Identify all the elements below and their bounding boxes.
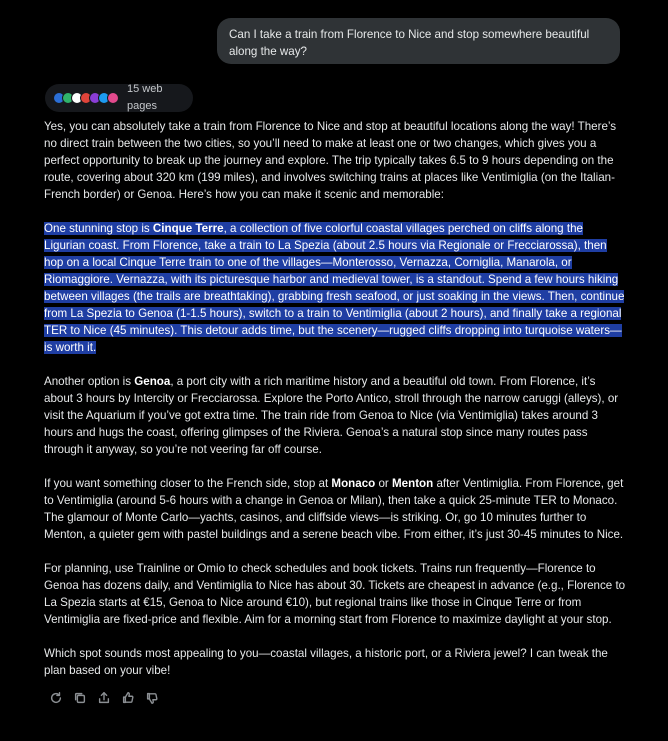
source-favicon-icon — [107, 92, 119, 104]
user-message-bubble — [217, 18, 620, 64]
sources-count-label: 15 web pages — [127, 83, 163, 112]
user-message-text: Can I take a train from Florence to Nice and stop somewhere beautiful along the way? — [229, 28, 590, 58]
answer-paragraph-highlighted — [44, 220, 626, 356]
thumbs-up-icon — [121, 691, 135, 705]
copy-button[interactable] — [72, 690, 88, 706]
answer-text: One stunning stop is — [44, 222, 153, 235]
answer-paragraph — [44, 118, 626, 203]
answer-text: Yes, you can absolutely take a train from Florence to Nice and stop at beautiful locations along the way! There’s no direct train between the two cities, so you’ll need to make at least one or two changes, which gives you a perfect opportunity to break up the journey and explore. The trip typically takes 6.5 to 9 hours depending on the route, covering about 320 km (199 miles), and involves switching trains at places like Ventimiglia (on the Italian-French border) or Genoa. Here’s how you can make it scenic and memorable: — [44, 120, 617, 201]
bold-term: Genoa — [134, 375, 171, 388]
answer-text: , a collection of five colorful coastal villages perched on cliffs along the Ligurian coast. From Florence, take a train to La Spezia (about 2.5 hours via Regionale or Frecciarossa), then hop on a local Cinque Terre train to one of the villages—Monterosso, Vernazza, Corniglia, Manarola, or Riomaggiore. Vernazza, with its picturesque harbor and medieval tower, is a standout. Spend a few hours hiking between villages (the trails are breathtaking), grabbing fresh seafood, or just soaking in the views. Then, continue from La Spezia to Genoa (1-1.5 hours), switch to a train to Ventimiglia (about 2 hours), and finally take a regional TER to Nice (45 minutes). This detour adds time, but the scenery—rugged cliffs dropping into turquoise waters—is worth it. — [44, 222, 625, 354]
answer-text: If you want something closer to the French side, stop at — [44, 477, 332, 490]
message-actions — [48, 690, 168, 706]
sources-button[interactable] — [45, 84, 193, 112]
thumbs-up-button[interactable] — [120, 690, 136, 706]
assistant-answer — [44, 118, 626, 696]
answer-text: Which spot sounds most appealing to you—coastal villages, a historic port, or a Riviera jewel? I can tweak the plan based on your vibe! — [44, 647, 608, 677]
answer-text: Another option is — [44, 375, 135, 388]
answer-text: , a port city with a rich maritime history and a beautiful old town. From Florence, it’s about 3 hours by Intercity or Frecciarossa. Explore the Porto Antico, stroll through the narrow caruggi (alleys), or visit the Aquarium if you’ve got extra time. The train ride from Genoa to Nice (via Ventimiglia) takes around 3 hours and hugs the coast, offering glimpses of the Riviera. Genoa’s a natural stop since many routes pass through it anyway, so you’re not veering far off course. — [44, 375, 619, 456]
bold-term: Cinque Terre — [152, 222, 224, 235]
source-favicons — [53, 92, 119, 104]
regenerate-button[interactable] — [48, 690, 64, 706]
bold-term: Menton — [392, 477, 434, 490]
thumbs-down-icon — [145, 691, 159, 705]
answer-text: after Ventimiglia. From Florence, get to Ventimiglia (around 5-6 hours with a change in Genoa or Milan), then take a quick 25-minute TER to Monaco. The glamour of Monte Carlo—yachts, casinos, and cliffside views—is striking. Or, go 10 minutes further to Menton, a quieter gem with pastel buildings and a serene beach vibe. From either, it’s just 30-45 minutes to Nice. — [44, 477, 624, 541]
answer-paragraph — [44, 373, 626, 458]
selected-text — [44, 222, 624, 354]
thumbs-down-button[interactable] — [144, 690, 160, 706]
answer-text: For planning, use Trainline or Omio to check schedules and book tickets. Trains run frequently—Florence to Genoa has dozens daily, and Ventimiglia to Nice has about 30. Tickets are cheapest in advance (e.g., Florence to La Spezia starts at €15, Genoa to Nice around €10), but regional trains like those in Cinque Terre or from Ventimiglia are fixed-price and flexible. Aim for a morning start from Florence to maximize daylight at your stop. — [44, 562, 626, 626]
bold-term: Monaco — [331, 477, 376, 490]
regenerate-icon — [49, 691, 63, 705]
share-button[interactable] — [96, 690, 112, 706]
answer-paragraph — [44, 475, 626, 543]
answer-paragraph — [44, 560, 626, 628]
copy-icon — [73, 691, 87, 705]
share-icon — [97, 691, 111, 705]
answer-text: or — [375, 477, 392, 490]
answer-paragraph — [44, 645, 626, 679]
